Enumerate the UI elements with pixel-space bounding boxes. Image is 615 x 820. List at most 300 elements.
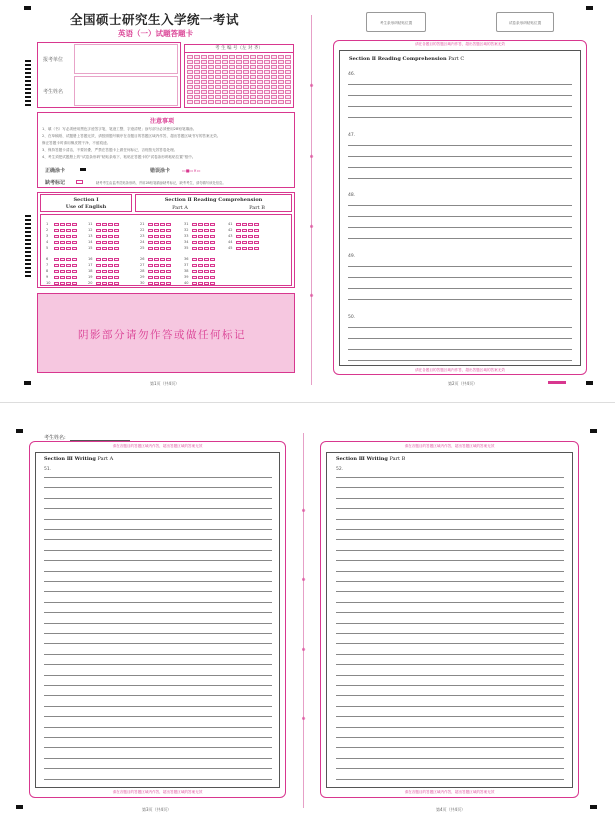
number-bubble[interactable] — [201, 80, 207, 84]
answer-bubble[interactable] — [198, 258, 203, 261]
number-bubble[interactable] — [208, 90, 214, 94]
number-bubble[interactable] — [194, 95, 200, 99]
answer-row[interactable] — [46, 222, 77, 226]
writing-line[interactable] — [336, 747, 564, 748]
number-bubble[interactable] — [222, 70, 228, 74]
number-bubble[interactable] — [285, 60, 291, 64]
answer-line[interactable] — [348, 156, 572, 157]
answer-bubble[interactable] — [54, 247, 59, 250]
number-bubble[interactable] — [215, 60, 221, 64]
answer-bubble[interactable] — [148, 276, 153, 279]
writing-line[interactable] — [336, 508, 564, 509]
answer-bubble[interactable] — [54, 258, 59, 261]
number-bubble[interactable] — [278, 75, 284, 79]
number-bubble[interactable] — [257, 60, 263, 64]
answer-bubble[interactable] — [210, 235, 215, 238]
writing-line[interactable] — [44, 591, 272, 592]
number-bubble[interactable] — [236, 60, 242, 64]
answer-line[interactable] — [348, 167, 572, 168]
answer-bubble[interactable] — [60, 276, 65, 279]
number-bubble[interactable] — [236, 55, 242, 59]
answer-bubble[interactable] — [198, 282, 203, 285]
answer-bubble[interactable] — [54, 270, 59, 273]
answer-bubble[interactable] — [242, 223, 247, 226]
writing-line[interactable] — [336, 571, 564, 572]
part-c-answer-box[interactable] — [339, 50, 581, 366]
answer-bubble[interactable] — [66, 247, 71, 250]
answer-bubble[interactable] — [66, 282, 71, 285]
answer-bubble[interactable] — [60, 247, 65, 250]
writing-line[interactable] — [336, 706, 564, 707]
number-bubble[interactable] — [243, 75, 249, 79]
answer-bubble[interactable] — [148, 247, 153, 250]
answer-bubble[interactable] — [242, 235, 247, 238]
number-bubble[interactable] — [194, 75, 200, 79]
answer-row[interactable] — [140, 228, 171, 232]
writing-line[interactable] — [44, 477, 272, 478]
answer-bubble[interactable] — [114, 235, 119, 238]
answer-bubble[interactable] — [192, 229, 197, 232]
writing-line[interactable] — [44, 571, 272, 572]
answer-line[interactable] — [348, 106, 572, 107]
answer-bubble[interactable] — [166, 276, 171, 279]
number-bubble[interactable] — [250, 70, 256, 74]
answer-bubble[interactable] — [148, 264, 153, 267]
number-bubble[interactable] — [236, 65, 242, 69]
number-bubble[interactable] — [243, 90, 249, 94]
number-bubble[interactable] — [201, 55, 207, 59]
number-bubble[interactable] — [278, 65, 284, 69]
number-bubble[interactable] — [271, 95, 277, 99]
number-bubble[interactable] — [257, 85, 263, 89]
answer-row[interactable] — [228, 246, 259, 250]
answer-line[interactable] — [348, 266, 572, 267]
answer-bubble[interactable] — [160, 247, 165, 250]
number-bubble[interactable] — [250, 100, 256, 104]
answer-bubble[interactable] — [102, 247, 107, 250]
answer-bubble[interactable] — [160, 241, 165, 244]
answer-row[interactable] — [184, 281, 215, 285]
answer-bubble[interactable] — [242, 241, 247, 244]
answer-bubble[interactable] — [96, 235, 101, 238]
answer-bubble[interactable] — [72, 247, 77, 250]
answer-bubble[interactable] — [160, 229, 165, 232]
answer-row[interactable] — [184, 228, 215, 232]
answer-row[interactable] — [184, 240, 215, 244]
number-bubble[interactable] — [201, 65, 207, 69]
number-bubble[interactable] — [208, 60, 214, 64]
answer-bubble[interactable] — [154, 282, 159, 285]
answer-bubble[interactable] — [60, 270, 65, 273]
answer-bubble[interactable] — [210, 223, 215, 226]
number-bubble[interactable] — [236, 80, 242, 84]
writing-line[interactable] — [44, 602, 272, 603]
number-bubble[interactable] — [194, 70, 200, 74]
answer-bubble[interactable] — [192, 270, 197, 273]
answer-line[interactable] — [348, 338, 572, 339]
writing-line[interactable] — [336, 591, 564, 592]
writing-line[interactable] — [44, 581, 272, 582]
answer-line[interactable] — [348, 360, 572, 361]
writing-line[interactable] — [336, 612, 564, 613]
writing-line[interactable] — [44, 529, 272, 530]
writing-line[interactable] — [44, 706, 272, 707]
answer-bubble[interactable] — [60, 258, 65, 261]
number-bubble[interactable] — [243, 65, 249, 69]
answer-bubble[interactable] — [114, 241, 119, 244]
answer-bubble[interactable] — [248, 241, 253, 244]
answer-bubble[interactable] — [54, 276, 59, 279]
answer-bubble[interactable] — [254, 241, 259, 244]
number-bubble[interactable] — [229, 70, 235, 74]
answer-bubble[interactable] — [204, 276, 209, 279]
answer-row[interactable] — [46, 234, 77, 238]
number-bubble[interactable] — [236, 100, 242, 104]
number-bubble[interactable] — [271, 65, 277, 69]
number-bubble[interactable] — [229, 65, 235, 69]
number-bubble[interactable] — [271, 60, 277, 64]
number-bubble[interactable] — [187, 60, 193, 64]
writing-line[interactable] — [336, 768, 564, 769]
answer-bubble[interactable] — [154, 223, 159, 226]
writing-line[interactable] — [44, 643, 272, 644]
answer-row[interactable] — [140, 240, 171, 244]
answer-bubble[interactable] — [102, 235, 107, 238]
answer-bubble[interactable] — [60, 241, 65, 244]
answer-bubble[interactable] — [248, 223, 253, 226]
answer-row[interactable] — [88, 263, 119, 267]
answer-bubble[interactable] — [210, 258, 215, 261]
number-bubble[interactable] — [271, 75, 277, 79]
answer-bubble[interactable] — [198, 223, 203, 226]
answer-row[interactable] — [46, 275, 77, 279]
number-bubble[interactable] — [236, 90, 242, 94]
number-bubble[interactable] — [222, 75, 228, 79]
number-bubble[interactable] — [208, 95, 214, 99]
answer-bubble[interactable] — [108, 241, 113, 244]
number-bubble[interactable] — [285, 55, 291, 59]
answer-bubble[interactable] — [154, 247, 159, 250]
answer-bubble[interactable] — [198, 264, 203, 267]
answer-line[interactable] — [348, 216, 572, 217]
answer-bubble[interactable] — [66, 264, 71, 267]
answer-bubble[interactable] — [102, 241, 107, 244]
answer-row[interactable] — [46, 240, 77, 244]
answer-bubble[interactable] — [210, 229, 215, 232]
answer-bubble[interactable] — [102, 264, 107, 267]
number-bubble[interactable] — [194, 55, 200, 59]
number-bubble[interactable] — [278, 60, 284, 64]
writing-line[interactable] — [44, 612, 272, 613]
answer-bubble[interactable] — [102, 229, 107, 232]
answer-bubble[interactable] — [102, 258, 107, 261]
answer-bubble[interactable] — [192, 241, 197, 244]
number-bubble[interactable] — [257, 80, 263, 84]
number-bubble[interactable] — [257, 100, 263, 104]
answer-bubble[interactable] — [192, 264, 197, 267]
writing-line[interactable] — [44, 508, 272, 509]
number-bubble[interactable] — [264, 85, 270, 89]
answer-bubble[interactable] — [60, 282, 65, 285]
answer-line[interactable] — [348, 288, 572, 289]
number-bubble[interactable] — [243, 80, 249, 84]
number-bubble[interactable] — [215, 85, 221, 89]
answer-bubble[interactable] — [154, 264, 159, 267]
number-bubble[interactable] — [250, 60, 256, 64]
number-bubble[interactable] — [215, 55, 221, 59]
answer-line[interactable] — [348, 227, 572, 228]
number-bubble[interactable] — [285, 85, 291, 89]
answer-bubble[interactable] — [66, 270, 71, 273]
answer-bubble[interactable] — [108, 270, 113, 273]
answer-bubble[interactable] — [210, 270, 215, 273]
writing-line[interactable] — [336, 716, 564, 717]
answer-bubble[interactable] — [236, 223, 241, 226]
exam-number-grid[interactable] — [184, 44, 294, 108]
answer-bubble[interactable] — [66, 241, 71, 244]
answer-bubble[interactable] — [72, 241, 77, 244]
number-bubble[interactable] — [278, 100, 284, 104]
answer-row[interactable] — [88, 275, 119, 279]
answer-bubble[interactable] — [54, 235, 59, 238]
number-bubble[interactable] — [257, 65, 263, 69]
number-bubble[interactable] — [250, 95, 256, 99]
answer-row[interactable] — [228, 222, 259, 226]
answer-bubble[interactable] — [66, 235, 71, 238]
number-bubble[interactable] — [243, 100, 249, 104]
number-bubble[interactable] — [264, 95, 270, 99]
writing-line[interactable] — [44, 716, 272, 717]
number-bubble[interactable] — [229, 55, 235, 59]
writing-line[interactable] — [336, 560, 564, 561]
answer-bubble[interactable] — [96, 247, 101, 250]
answer-row[interactable] — [184, 257, 215, 261]
answer-bubble[interactable] — [114, 247, 119, 250]
answer-bubble[interactable] — [254, 247, 259, 250]
writing-line[interactable] — [336, 737, 564, 738]
answer-line[interactable] — [348, 178, 572, 179]
answer-bubble[interactable] — [166, 223, 171, 226]
writing-line[interactable] — [336, 643, 564, 644]
number-bubble[interactable] — [187, 95, 193, 99]
answer-row[interactable] — [46, 246, 77, 250]
number-bubble[interactable] — [250, 90, 256, 94]
answer-bubble[interactable] — [66, 229, 71, 232]
answer-row[interactable] — [228, 228, 259, 232]
answer-bubble[interactable] — [96, 229, 101, 232]
number-bubble[interactable] — [243, 60, 249, 64]
number-bubble[interactable] — [271, 80, 277, 84]
number-bubble[interactable] — [201, 90, 207, 94]
answer-bubble[interactable] — [166, 282, 171, 285]
number-bubble[interactable] — [222, 60, 228, 64]
answer-row[interactable] — [184, 246, 215, 250]
exam-unit-field[interactable] — [74, 44, 178, 74]
writing-line[interactable] — [44, 498, 272, 499]
answer-bubble[interactable] — [54, 241, 59, 244]
answer-bubble[interactable] — [204, 223, 209, 226]
number-bubble[interactable] — [222, 55, 228, 59]
answer-bubble[interactable] — [192, 223, 197, 226]
answer-row[interactable] — [140, 246, 171, 250]
answer-bubble[interactable] — [204, 247, 209, 250]
answer-bubble[interactable] — [154, 235, 159, 238]
number-bubble[interactable] — [222, 65, 228, 69]
writing-line[interactable] — [44, 695, 272, 696]
answer-bubble[interactable] — [96, 258, 101, 261]
missing-mark-checkbox[interactable] — [76, 180, 83, 184]
writing-line[interactable] — [44, 737, 272, 738]
answer-bubble[interactable] — [108, 264, 113, 267]
number-bubble[interactable] — [208, 65, 214, 69]
answer-bubble[interactable] — [160, 270, 165, 273]
number-bubble[interactable] — [271, 90, 277, 94]
answer-bubble[interactable] — [102, 223, 107, 226]
answer-bubble[interactable] — [108, 276, 113, 279]
answer-line[interactable] — [348, 299, 572, 300]
writing-line[interactable] — [44, 519, 272, 520]
answer-bubble[interactable] — [166, 241, 171, 244]
writing-line[interactable] — [336, 675, 564, 676]
answer-bubble[interactable] — [96, 264, 101, 267]
answer-row[interactable] — [184, 275, 215, 279]
writing-line[interactable] — [44, 685, 272, 686]
number-bubble[interactable] — [243, 85, 249, 89]
answer-bubble[interactable] — [236, 235, 241, 238]
answer-bubble[interactable] — [254, 229, 259, 232]
number-bubble[interactable] — [236, 70, 242, 74]
answer-bubble[interactable] — [108, 258, 113, 261]
writing-line[interactable] — [44, 654, 272, 655]
answer-bubble[interactable] — [102, 270, 107, 273]
answer-bubble[interactable] — [154, 229, 159, 232]
answer-bubble[interactable] — [72, 235, 77, 238]
number-bubble[interactable] — [194, 100, 200, 104]
answer-bubble[interactable] — [72, 270, 77, 273]
answer-bubble[interactable] — [72, 276, 77, 279]
answer-bubble[interactable] — [254, 235, 259, 238]
answer-bubble[interactable] — [148, 235, 153, 238]
answer-line[interactable] — [348, 349, 572, 350]
number-bubble[interactable] — [201, 75, 207, 79]
answer-bubble[interactable] — [198, 276, 203, 279]
number-bubble[interactable] — [271, 100, 277, 104]
answer-bubble[interactable] — [192, 247, 197, 250]
number-bubble[interactable] — [215, 65, 221, 69]
number-bubble[interactable] — [215, 90, 221, 94]
answer-bubble[interactable] — [166, 270, 171, 273]
answer-row[interactable] — [46, 228, 77, 232]
answer-bubble[interactable] — [54, 223, 59, 226]
number-bubble[interactable] — [187, 85, 193, 89]
answer-line[interactable] — [348, 95, 572, 96]
writing-line[interactable] — [44, 623, 272, 624]
answer-bubble[interactable] — [154, 241, 159, 244]
answer-bubble[interactable] — [66, 258, 71, 261]
answer-bubble[interactable] — [236, 241, 241, 244]
answer-bubble[interactable] — [210, 276, 215, 279]
answer-bubble[interactable] — [210, 282, 215, 285]
number-bubble[interactable] — [250, 75, 256, 79]
answer-bubble[interactable] — [204, 282, 209, 285]
number-bubble[interactable] — [201, 70, 207, 74]
number-bubble[interactable] — [194, 90, 200, 94]
answer-bubble[interactable] — [102, 276, 107, 279]
writing-line[interactable] — [44, 675, 272, 676]
answer-bubble[interactable] — [148, 229, 153, 232]
answer-row[interactable] — [184, 263, 215, 267]
answer-bubble[interactable] — [204, 229, 209, 232]
answer-bubble[interactable] — [60, 264, 65, 267]
answer-bubble[interactable] — [198, 247, 203, 250]
answer-bubble[interactable] — [192, 258, 197, 261]
answer-bubble[interactable] — [72, 264, 77, 267]
answer-row[interactable] — [46, 269, 77, 273]
answer-bubble[interactable] — [154, 258, 159, 261]
answer-line[interactable] — [348, 238, 572, 239]
answer-bubble[interactable] — [148, 223, 153, 226]
name-field[interactable] — [74, 76, 178, 106]
answer-row[interactable] — [88, 234, 119, 238]
answer-bubble[interactable] — [198, 229, 203, 232]
answer-bubble[interactable] — [108, 282, 113, 285]
number-bubble[interactable] — [271, 85, 277, 89]
answer-bubble[interactable] — [154, 270, 159, 273]
answer-bubble[interactable] — [242, 247, 247, 250]
answer-bubble[interactable] — [210, 247, 215, 250]
number-bubble[interactable] — [257, 95, 263, 99]
writing-line[interactable] — [336, 581, 564, 582]
answer-bubble[interactable] — [192, 282, 197, 285]
answer-row[interactable] — [228, 240, 259, 244]
answer-bubble[interactable] — [166, 229, 171, 232]
number-bubble[interactable] — [229, 85, 235, 89]
answer-row[interactable] — [46, 263, 77, 267]
answer-bubble[interactable] — [148, 270, 153, 273]
number-bubble[interactable] — [229, 90, 235, 94]
number-bubble[interactable] — [264, 80, 270, 84]
number-bubble[interactable] — [229, 95, 235, 99]
answer-row[interactable] — [46, 281, 77, 285]
answer-bubble[interactable] — [72, 223, 77, 226]
answer-bubble[interactable] — [166, 247, 171, 250]
answer-line[interactable] — [348, 327, 572, 328]
writing-line[interactable] — [336, 664, 564, 665]
answer-bubble[interactable] — [108, 229, 113, 232]
answer-bubble[interactable] — [166, 258, 171, 261]
answer-line[interactable] — [348, 117, 572, 118]
answer-row[interactable] — [184, 269, 215, 273]
number-bubble[interactable] — [208, 100, 214, 104]
answer-bubble[interactable] — [248, 247, 253, 250]
writing-line[interactable] — [336, 654, 564, 655]
answer-bubble[interactable] — [66, 223, 71, 226]
number-bubble[interactable] — [222, 95, 228, 99]
writing-line[interactable] — [336, 519, 564, 520]
number-bubble[interactable] — [222, 80, 228, 84]
writing-line[interactable] — [44, 539, 272, 540]
number-bubble[interactable] — [208, 75, 214, 79]
answer-bubble[interactable] — [192, 235, 197, 238]
writing-line[interactable] — [336, 487, 564, 488]
number-bubble[interactable] — [201, 95, 207, 99]
answer-bubble[interactable] — [148, 241, 153, 244]
number-bubble[interactable] — [278, 55, 284, 59]
answer-bubble[interactable] — [160, 276, 165, 279]
writing-line[interactable] — [44, 747, 272, 748]
answer-row[interactable] — [140, 222, 171, 226]
answer-bubble[interactable] — [160, 223, 165, 226]
